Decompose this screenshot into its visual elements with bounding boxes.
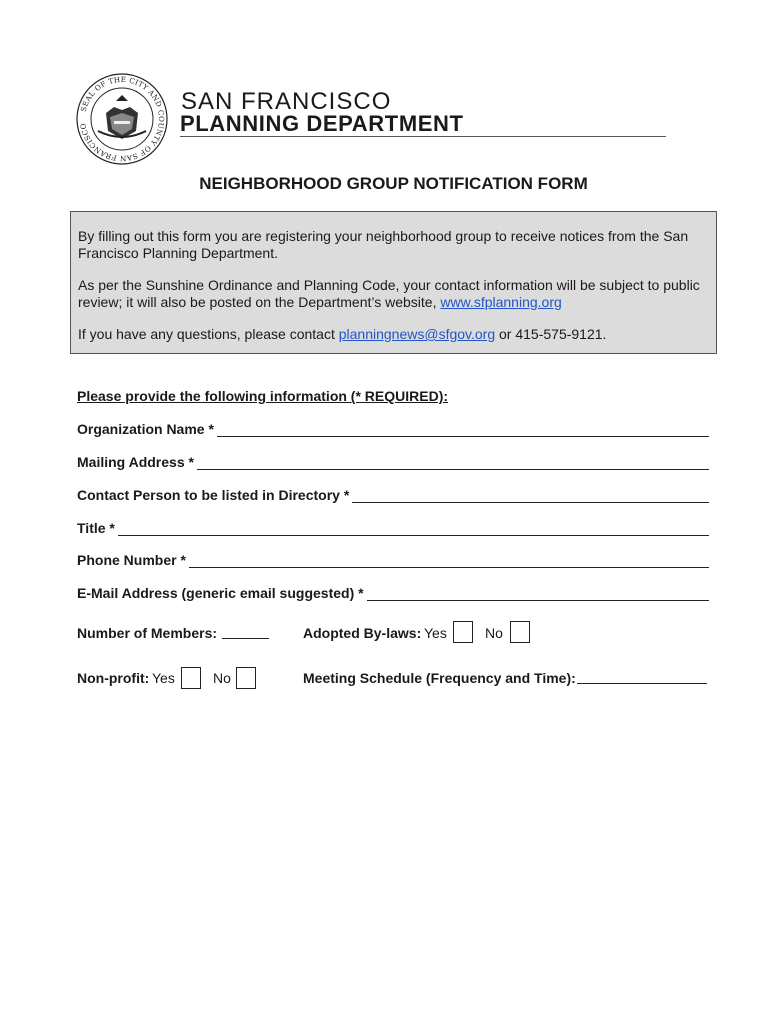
organization-name-field[interactable] [217, 422, 709, 437]
contact-person-label: Contact Person to be listed in Directory * [77, 487, 350, 503]
number-of-members-field[interactable] [222, 624, 269, 639]
email-address-row [77, 585, 709, 601]
mailing-address-row [77, 454, 709, 470]
website-link[interactable]: www.sfplanning.org [440, 294, 562, 310]
contact-person-row [77, 487, 709, 503]
title-label: Title * [77, 520, 115, 536]
mailing-address-label: Mailing Address * [77, 454, 194, 470]
city-seal-logo [76, 73, 168, 165]
email-address-label: E-Mail Address (generic email suggested) * [77, 585, 364, 601]
bylaws-no-label: No [485, 625, 503, 641]
contact-person-field[interactable] [352, 488, 709, 503]
adopted-bylaws-label: Adopted By-laws: [303, 625, 422, 641]
number-of-members-label: Number of Members: [77, 625, 218, 641]
form-title: NEIGHBORHOOD GROUP NOTIFICATION FORM [199, 174, 588, 193]
mailing-address-field[interactable] [197, 455, 709, 470]
non-profit-label: Non-profit: [77, 670, 150, 686]
phone-number-field[interactable] [189, 553, 709, 568]
meeting-schedule-label: Meeting Schedule (Frequency and Time): [303, 670, 576, 686]
bylaws-yes-label: Yes [424, 625, 447, 641]
contact-text: If you have any questions, please contact [78, 326, 339, 342]
svg-text:SEAL OF THE CITY AND COUNTY OF: SEAL OF THE CITY AND COUNTY OF SAN FRANCISCO [78, 74, 167, 164]
title-row [77, 520, 709, 536]
info-box [70, 211, 717, 354]
organization-name-label: Organization Name * [77, 421, 214, 437]
bylaws-no-checkbox[interactable] [510, 621, 530, 643]
non-profit-no-checkbox[interactable] [236, 667, 256, 689]
phone-text: or 415-575-9121. [495, 326, 607, 342]
non-profit-yes-checkbox[interactable] [181, 667, 201, 689]
email-link[interactable]: planningnews@sfgov.org [338, 326, 496, 342]
info-paragraph-registration: By filling out this form you are registering your neighborhood group to receive notices from the San Francisco Planning Department. [78, 228, 689, 261]
non-profit-no-label: No [213, 670, 231, 686]
header-divider [180, 136, 666, 137]
title-field[interactable] [118, 521, 709, 536]
city-name: SAN FRANCISCO [181, 88, 392, 115]
info-paragraph-sunshine [78, 277, 708, 311]
sunshine-text: As per the Sunshine Ordinance and Planning Code, your contact information will be subject to public review; it will also be posted on the Department’s website, [78, 277, 700, 310]
bylaws-yes-checkbox[interactable] [453, 621, 473, 643]
department-name: PLANNING DEPARTMENT [180, 111, 464, 136]
non-profit-yes-label: Yes [152, 670, 175, 686]
organization-name-row [77, 421, 709, 437]
info-paragraph-contact [78, 326, 708, 343]
phone-number-label: Phone Number * [77, 552, 186, 568]
meeting-schedule-field[interactable] [577, 669, 707, 684]
phone-number-row [77, 552, 709, 568]
form-instructions: Please provide the following information (* REQUIRED): [77, 388, 449, 404]
email-address-field[interactable] [367, 586, 709, 601]
